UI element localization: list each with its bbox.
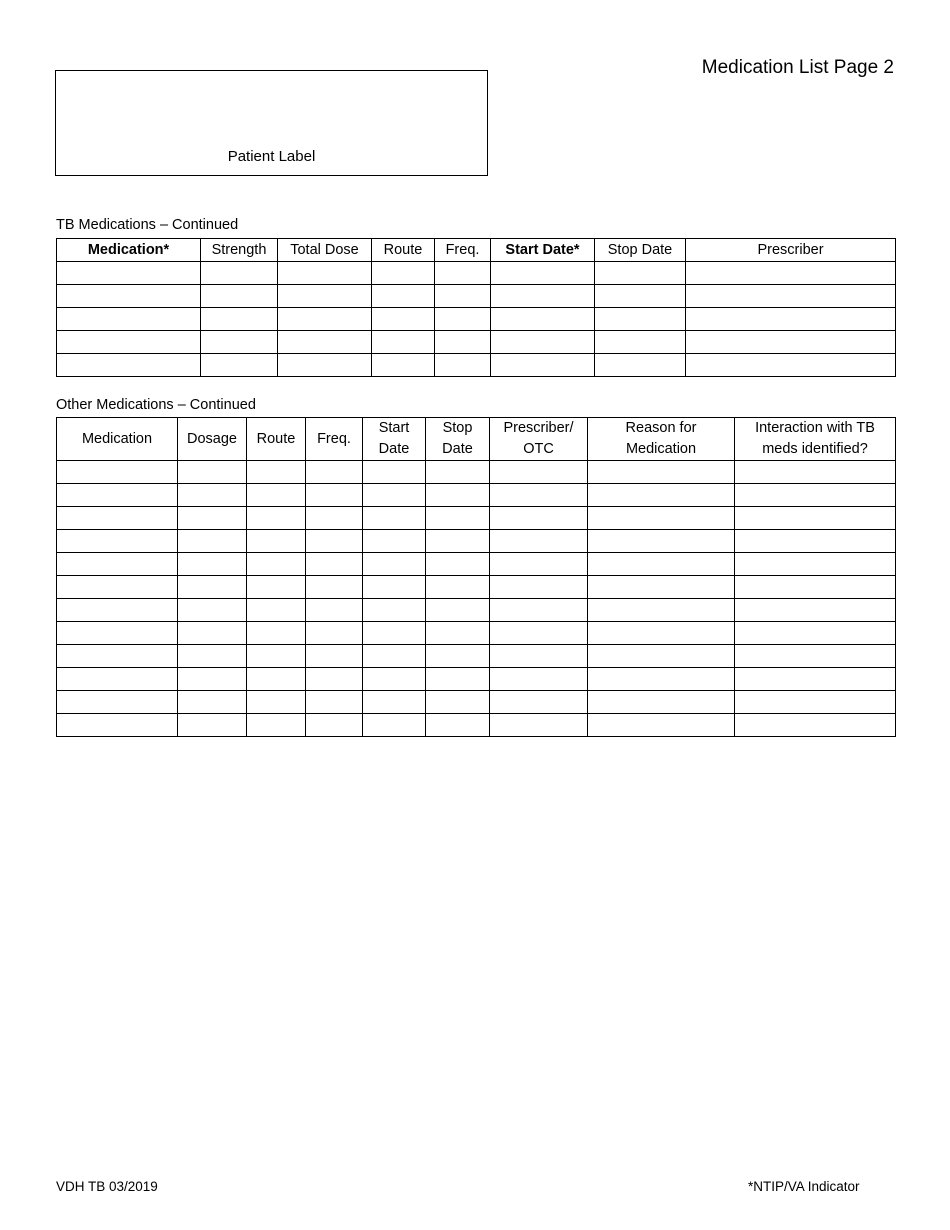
tb-cell[interactable] — [595, 354, 686, 377]
other-cell[interactable] — [57, 714, 178, 737]
other-cell[interactable] — [588, 530, 735, 553]
tb-header-total-dose: Total Dose — [278, 239, 372, 262]
other-cell[interactable] — [735, 576, 896, 599]
other-cell[interactable] — [426, 645, 490, 668]
other-cell[interactable] — [490, 576, 588, 599]
other-cell[interactable] — [426, 576, 490, 599]
other-cell[interactable] — [247, 622, 306, 645]
tb-cell[interactable] — [201, 308, 278, 331]
other-row — [57, 645, 896, 668]
tb-cell[interactable] — [686, 331, 896, 354]
other-header-reason: Reason for Medication — [588, 418, 735, 461]
other-cell[interactable] — [57, 484, 178, 507]
other-cell[interactable] — [57, 668, 178, 691]
tb-header-row — [57, 239, 896, 262]
tb-header-freq: Freq. — [435, 239, 491, 262]
other-cell[interactable] — [426, 668, 490, 691]
tb-cell[interactable] — [57, 331, 201, 354]
other-cell[interactable] — [57, 599, 178, 622]
other-cell[interactable] — [247, 484, 306, 507]
other-cell[interactable] — [363, 553, 426, 576]
tb-cell[interactable] — [278, 331, 372, 354]
tb-header-medication: Medication* — [57, 239, 201, 262]
other-cell[interactable] — [363, 622, 426, 645]
tb-cell[interactable] — [435, 262, 491, 285]
other-cell[interactable] — [490, 714, 588, 737]
tb-cell[interactable] — [372, 308, 435, 331]
tb-row — [57, 285, 896, 308]
tb-cell[interactable] — [372, 354, 435, 377]
other-cell[interactable] — [178, 530, 247, 553]
other-cell[interactable] — [588, 645, 735, 668]
tb-cell[interactable] — [491, 285, 595, 308]
other-cell[interactable] — [735, 714, 896, 737]
tb-header-stop-date: Stop Date — [595, 239, 686, 262]
other-cell[interactable] — [588, 622, 735, 645]
other-cell[interactable] — [490, 507, 588, 530]
tb-header-route: Route — [372, 239, 435, 262]
other-cell[interactable] — [490, 622, 588, 645]
other-cell[interactable] — [426, 599, 490, 622]
other-row — [57, 484, 896, 507]
other-cell[interactable] — [735, 553, 896, 576]
tb-cell[interactable] — [57, 354, 201, 377]
tb-cell[interactable] — [491, 331, 595, 354]
patient-label-caption: Patient Label — [227, 148, 316, 165]
other-cell[interactable] — [247, 576, 306, 599]
other-cell[interactable] — [588, 553, 735, 576]
other-cell[interactable] — [247, 461, 306, 484]
other-cell[interactable] — [306, 668, 363, 691]
other-row — [57, 576, 896, 599]
other-cell[interactable] — [426, 714, 490, 737]
tb-row — [57, 331, 896, 354]
other-cell[interactable] — [247, 507, 306, 530]
other-cell[interactable] — [57, 507, 178, 530]
tb-row — [57, 354, 896, 377]
other-cell[interactable] — [588, 576, 735, 599]
other-row — [57, 530, 896, 553]
tb-cell[interactable] — [686, 285, 896, 308]
tb-cell[interactable] — [686, 308, 896, 331]
other-row — [57, 622, 896, 645]
tb-cell[interactable] — [201, 331, 278, 354]
other-medications-heading: Other Medications – Continued — [56, 397, 256, 413]
other-cell[interactable] — [306, 484, 363, 507]
other-cell[interactable] — [306, 461, 363, 484]
other-cell[interactable] — [306, 714, 363, 737]
tb-cell[interactable] — [435, 331, 491, 354]
other-cell[interactable] — [735, 484, 896, 507]
tb-cell[interactable] — [435, 308, 491, 331]
other-cell[interactable] — [588, 714, 735, 737]
other-cell[interactable] — [306, 622, 363, 645]
other-row — [57, 691, 896, 714]
other-cell[interactable] — [426, 484, 490, 507]
other-cell[interactable] — [247, 668, 306, 691]
other-cell[interactable] — [306, 645, 363, 668]
tb-cell[interactable] — [372, 262, 435, 285]
other-cell[interactable] — [588, 668, 735, 691]
tb-cell[interactable] — [57, 285, 201, 308]
other-cell[interactable] — [363, 507, 426, 530]
other-cell[interactable] — [178, 714, 247, 737]
other-cell[interactable] — [363, 645, 426, 668]
other-cell[interactable] — [426, 461, 490, 484]
other-cell[interactable] — [57, 530, 178, 553]
other-cell[interactable] — [363, 599, 426, 622]
tb-cell[interactable] — [686, 262, 896, 285]
other-cell[interactable] — [426, 691, 490, 714]
other-cell[interactable] — [588, 507, 735, 530]
other-cell[interactable] — [306, 530, 363, 553]
other-row — [57, 553, 896, 576]
other-cell[interactable] — [490, 461, 588, 484]
tb-cell[interactable] — [491, 308, 595, 331]
tb-cell[interactable] — [278, 308, 372, 331]
other-cell[interactable] — [735, 599, 896, 622]
other-cell[interactable] — [363, 576, 426, 599]
other-cell[interactable] — [363, 484, 426, 507]
other-cell[interactable] — [306, 553, 363, 576]
other-header-medication: Medication — [57, 418, 178, 461]
other-row — [57, 668, 896, 691]
other-cell[interactable] — [57, 645, 178, 668]
tb-cell[interactable] — [595, 262, 686, 285]
other-cell[interactable] — [426, 530, 490, 553]
other-cell[interactable] — [306, 691, 363, 714]
other-cell[interactable] — [735, 668, 896, 691]
other-cell[interactable] — [178, 691, 247, 714]
tb-cell[interactable] — [372, 331, 435, 354]
tb-header-strength: Strength — [201, 239, 278, 262]
tb-cell[interactable] — [201, 262, 278, 285]
tb-medications-heading: TB Medications – Continued — [56, 217, 239, 233]
other-cell[interactable] — [490, 668, 588, 691]
other-cell[interactable] — [588, 599, 735, 622]
other-cell[interactable] — [178, 507, 247, 530]
tb-cell[interactable] — [57, 262, 201, 285]
other-cell[interactable] — [426, 553, 490, 576]
tb-row — [57, 262, 896, 285]
other-cell[interactable] — [490, 599, 588, 622]
tb-row — [57, 308, 896, 331]
other-cell[interactable] — [247, 530, 306, 553]
tb-cell[interactable] — [57, 308, 201, 331]
other-cell[interactable] — [306, 507, 363, 530]
other-cell[interactable] — [363, 668, 426, 691]
other-cell[interactable] — [735, 645, 896, 668]
other-cell[interactable] — [490, 553, 588, 576]
other-cell[interactable] — [178, 599, 247, 622]
other-cell[interactable] — [490, 691, 588, 714]
other-header-interaction: Interaction with TB meds identified? — [735, 418, 896, 461]
tb-cell[interactable] — [201, 354, 278, 377]
tb-cell[interactable] — [491, 354, 595, 377]
other-header-prescriber-otc: Prescriber/ OTC — [490, 418, 588, 461]
tb-cell[interactable] — [435, 285, 491, 308]
other-cell[interactable] — [178, 668, 247, 691]
other-cell[interactable] — [363, 530, 426, 553]
other-cell[interactable] — [363, 691, 426, 714]
other-cell[interactable] — [178, 622, 247, 645]
other-cell[interactable] — [57, 576, 178, 599]
other-cell[interactable] — [178, 576, 247, 599]
other-cell[interactable] — [57, 622, 178, 645]
other-cell[interactable] — [735, 622, 896, 645]
page-title: Medication List Page 2 — [701, 57, 894, 78]
other-header-row — [57, 418, 896, 461]
other-cell[interactable] — [490, 484, 588, 507]
tb-cell[interactable] — [491, 262, 595, 285]
tb-cell[interactable] — [278, 354, 372, 377]
other-cell[interactable] — [306, 599, 363, 622]
other-cell[interactable] — [178, 553, 247, 576]
other-cell[interactable] — [306, 576, 363, 599]
tb-cell[interactable] — [595, 285, 686, 308]
other-header-dosage: Dosage — [178, 418, 247, 461]
other-cell[interactable] — [178, 484, 247, 507]
tb-cell[interactable] — [278, 285, 372, 308]
other-medications-table — [56, 417, 896, 737]
tb-cell[interactable] — [372, 285, 435, 308]
other-cell[interactable] — [247, 553, 306, 576]
other-cell[interactable] — [735, 530, 896, 553]
other-cell[interactable] — [588, 691, 735, 714]
other-cell[interactable] — [57, 691, 178, 714]
other-cell[interactable] — [363, 461, 426, 484]
other-cell[interactable] — [57, 461, 178, 484]
other-row — [57, 599, 896, 622]
other-cell[interactable] — [735, 461, 896, 484]
other-cell[interactable] — [363, 714, 426, 737]
form-id: VDH TB 03/2019 — [56, 1179, 158, 1194]
other-cell[interactable] — [57, 553, 178, 576]
other-cell[interactable] — [178, 461, 247, 484]
patient-label-box — [55, 70, 488, 176]
tb-cell[interactable] — [201, 285, 278, 308]
other-cell[interactable] — [735, 691, 896, 714]
other-cell[interactable] — [490, 645, 588, 668]
other-cell[interactable] — [247, 691, 306, 714]
other-cell[interactable] — [247, 645, 306, 668]
tb-cell[interactable] — [595, 331, 686, 354]
other-row — [57, 507, 896, 530]
tb-header-start-date: Start Date* — [491, 239, 595, 262]
other-cell[interactable] — [247, 714, 306, 737]
tb-medications-table — [56, 238, 896, 377]
other-cell[interactable] — [178, 645, 247, 668]
other-cell[interactable] — [735, 507, 896, 530]
other-row — [57, 461, 896, 484]
other-cell[interactable] — [247, 599, 306, 622]
tb-header-prescriber: Prescriber — [686, 239, 896, 262]
other-cell[interactable] — [588, 484, 735, 507]
other-header-route: Route — [247, 418, 306, 461]
other-row — [57, 714, 896, 737]
other-cell[interactable] — [588, 461, 735, 484]
indicator-note: *NTIP/VA Indicator — [748, 1179, 860, 1194]
other-header-freq: Freq. — [306, 418, 363, 461]
other-header-start-date: Start Date — [363, 418, 426, 461]
tb-cell[interactable] — [686, 354, 896, 377]
other-cell[interactable] — [426, 622, 490, 645]
other-cell[interactable] — [426, 507, 490, 530]
other-cell[interactable] — [490, 530, 588, 553]
other-header-stop-date: Stop Date — [426, 418, 490, 461]
tb-cell[interactable] — [278, 262, 372, 285]
tb-cell[interactable] — [595, 308, 686, 331]
tb-cell[interactable] — [435, 354, 491, 377]
